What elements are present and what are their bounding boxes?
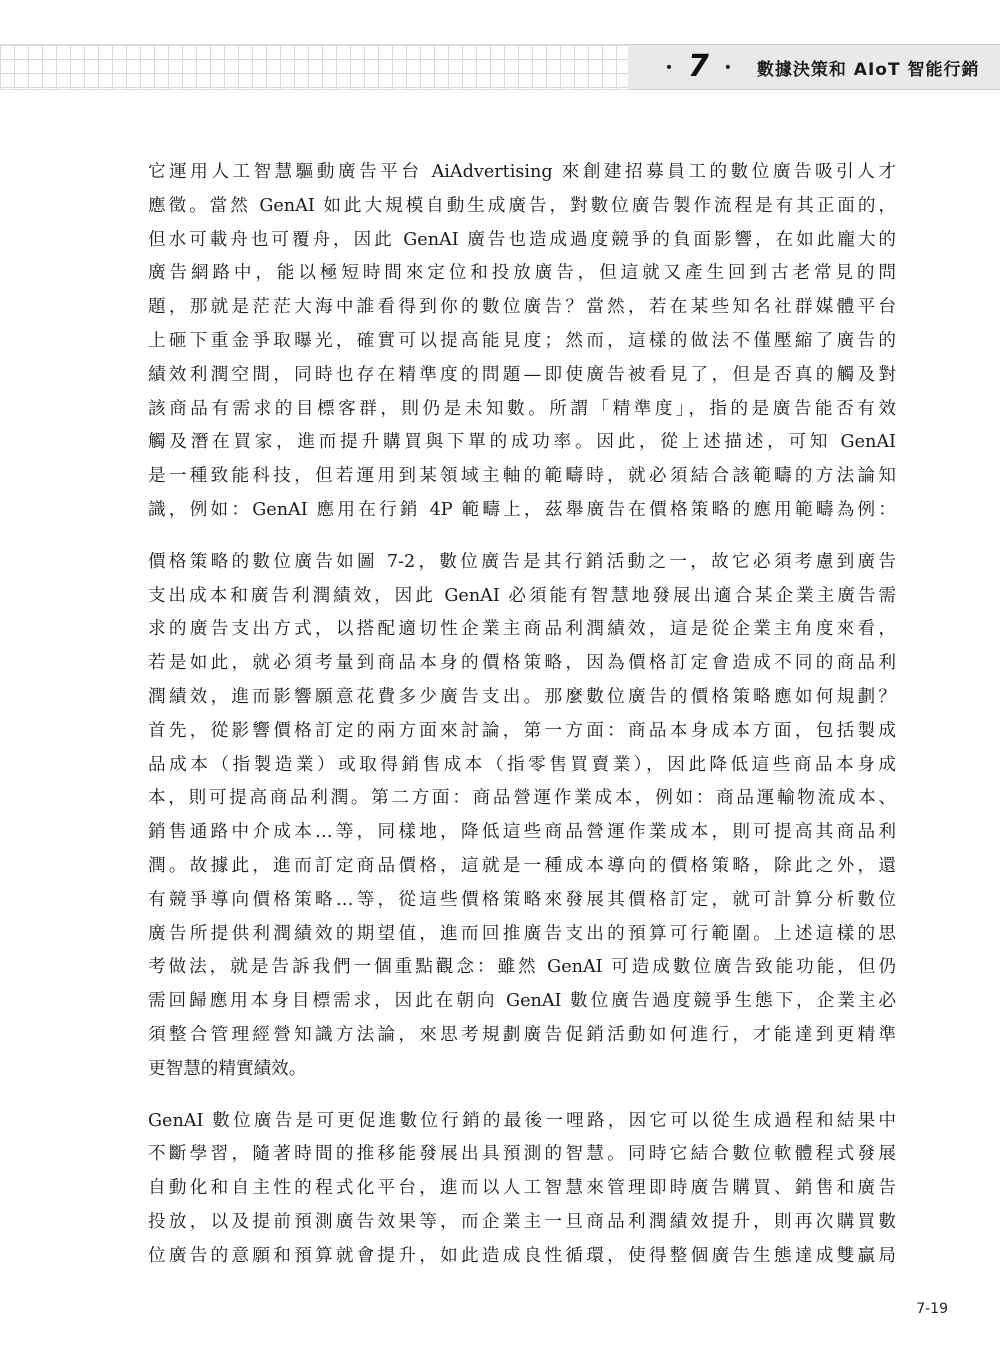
page-number: 7-19 — [916, 1301, 948, 1317]
text-line: 需回歸應用本身目標需求，因此在朝向 GenAI 數位廣告過度競爭生態下，企業主必 — [148, 991, 896, 1012]
text-line: 求的廣告支出方式，以搭配適切性企業主商品利潤績效，這是從企業主角度來看， — [148, 619, 896, 640]
text-line: 價格策略的數位廣告如圖 7-2，數位廣告是其行銷活動之一，故它必須考慮到廣告 — [148, 551, 896, 572]
text-line: 應徵。當然 GenAI 如此大規模自動生成廣告，對數位廣告製作流程是有其正面的， — [148, 195, 896, 216]
text-line: 投放，以及提前預測廣告效果等，而企業主一旦商品利潤績效提升，則再次購買數 — [148, 1211, 896, 1232]
paragraph — [148, 1105, 896, 1274]
text-line: 不斷學習，隨著時間的推移能發展出具預測的智慧。同時它結合數位軟體程式發展 — [148, 1144, 896, 1165]
body-text — [148, 156, 896, 1292]
page-header — [0, 0, 1000, 92]
text-line: 品成本（指製造業）或取得銷售成本（指零售買賣業），因此降低這些商品本身成 — [148, 754, 896, 775]
text-line: 考做法，就是告訴我們一個重點觀念：雖然 GenAI 可造成數位廣告致能功能，但仍 — [148, 957, 896, 978]
text-line: 題，那就是茫茫大海中誰看得到你的數位廣告？當然，若在某些知名社群媒體平台 — [148, 297, 896, 318]
text-line: 本，則可提高商品利潤。第二方面：商品營運作業成本，例如：商品運輸物流成本、 — [148, 788, 896, 809]
text-line: 該商品有需求的目標客群，則仍是未知數。所謂「精準度」，指的是廣告能否有效 — [148, 398, 896, 419]
text-line: 須整合管理經營知識方法論，來思考規劃廣告促銷活動如何進行，才能達到更精準 — [148, 1024, 896, 1045]
text-line: 但水可載舟也可覆舟，因此 GenAI 廣告也造成過度競爭的負面影響，在如此龐大的 — [148, 229, 896, 250]
text-line: 自動化和自主性的程式化平台，進而以人工智慧來管理即時廣告購買、銷售和廣告 — [148, 1178, 896, 1199]
text-line: 識，例如：GenAI 應用在行銷 4P 範疇上，茲舉廣告在價格策略的應用範疇為例： — [148, 499, 896, 520]
text-line: 廣告網路中，能以極短時間來定位和投放廣告，但這就又產生回到古老常見的問 — [148, 263, 896, 284]
chapter-title: 數據決策和 AIoT 智能行銷 — [756, 59, 980, 80]
chapter-dot-right: ・ — [718, 58, 737, 79]
paragraph — [148, 156, 896, 528]
text-line: 有競爭導向價格策略…等，從這些價格策略來發展其價格訂定，就可計算分析數位 — [148, 889, 896, 910]
text-line: 廣告所提供利潤績效的期望值，進而回推廣告支出的預算可行範圍。上述這樣的思 — [148, 923, 896, 944]
text-line: 銷售通路中介成本…等，同樣地，降低這些商品營運作業成本，則可提高其商品利 — [148, 822, 896, 843]
text-line: 潤績效，進而影響願意花費多少廣告支出。那麼數位廣告的價格策略應如何規劃？ — [148, 686, 896, 707]
text-line: 更智慧的精實績效。 — [148, 1058, 307, 1079]
text-line: 若是如此，就必須考量到商品本身的價格策略，因為價格訂定會造成不同的商品利 — [148, 653, 896, 674]
text-line: 潤。故據此，進而訂定商品價格，這就是一種成本導向的價格策略，除此之外，還 — [148, 855, 896, 876]
text-line: 觸及潛在買家，進而提升購買與下單的成功率。因此，從上述描述，可知 GenAI — [148, 432, 896, 453]
text-line: 它運用人工智慧驅動廣告平台 AiAdvertising 來創建招募員工的數位廣告吸引人才 — [148, 162, 896, 182]
text-line: 績效利潤空間，同時也存在精準度的問題—即使廣告被看見了，但是否真的觸及對 — [148, 364, 896, 385]
chapter-number: 7 — [688, 49, 709, 84]
text-line: 支出成本和廣告利潤績效，因此 GenAI 必須能有智慧地發展出適合某企業主廣告需 — [148, 585, 896, 606]
text-line: 上砸下重金爭取曝光，確實可以提高能見度；然而，這樣的做法不僅壓縮了廣告的 — [148, 330, 896, 351]
paragraph — [148, 546, 896, 1087]
text-line: 位廣告的意願和預算就會提升，如此造成良性循環，使得整個廣告生態達成雙贏局 — [148, 1245, 896, 1266]
text-line: GenAI 數位廣告是可更促進數位行銷的最後一哩路，因它可以從生成過程和結果中 — [148, 1110, 896, 1131]
text-line: 首先，從影響價格訂定的兩方面來討論，第一方面：商品本身成本方面，包括製成 — [148, 720, 896, 741]
chapter-heading-box — [628, 44, 1000, 90]
chapter-dot-left: ・ — [660, 58, 678, 79]
header-grid-decoration — [0, 44, 628, 90]
text-line: 是一種致能科技，但若運用到某領域主軸的範疇時，就必須結合該範疇的方法論知 — [148, 466, 896, 487]
